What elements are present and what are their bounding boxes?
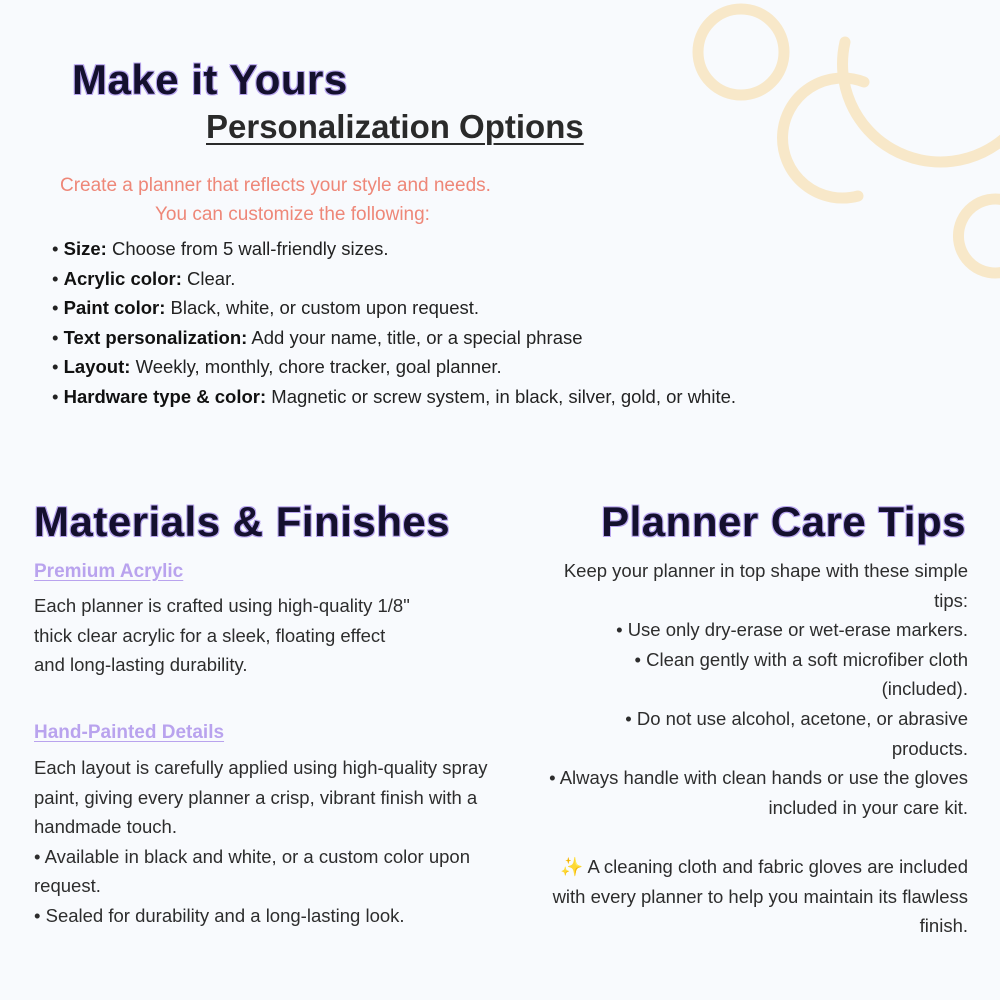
care-tip: • Use only dry-erase or wet-erase markers. [616,619,968,641]
option-label: Paint color: [63,297,166,319]
page-title: Make it Yours [72,56,348,103]
option-label: Layout: [63,356,131,378]
section-subtitle: Personalization Options [206,108,584,145]
care-tip: • Always handle with clean hands or use the gloves included in your care kit. [549,767,968,818]
option-label: Acrylic color: [63,267,182,289]
acrylic-subheading: Premium Acrylic [34,561,184,582]
painted-description-block [34,753,504,931]
acrylic-description: Each planner is crafted using high-quality 1/8" thick clear acrylic for a sleek, floating effect and long-lasting durability. [34,595,410,676]
options-list [52,234,736,412]
sparkles-icon: ✨ [560,855,584,877]
intro-text-line-2: You can customize the following: [155,204,430,225]
list-item [52,264,736,294]
option-text: Black, white, or custom upon request. [165,297,480,319]
painted-bullet: • Sealed for durability and a long-lasting look. [34,904,405,926]
option-label: Size: [63,238,107,259]
painted-subheading: Hand-Painted Details [34,722,225,743]
care-tips-block [548,556,968,941]
decorative-ring-small [698,9,784,95]
option-text: Weekly, monthly, chore tracker, goal planner. [130,356,502,378]
care-intro: Keep your planner in top shape with these simple tips: [563,560,968,611]
care-note-text: A cleaning cloth and fabric gloves are included with every planner to help you maintain its flawless finish. [552,855,968,937]
option-text: Clear. [181,267,236,289]
list-item [52,382,736,412]
list-item [52,323,736,353]
option-text: Choose from 5 wall-friendly sizes. [106,238,389,259]
materials-heading: Materials & Finishes [34,498,451,545]
list-item [52,352,736,382]
care-note [548,852,968,941]
painted-bullet: • Available in black and white, or a custom color upon request. [34,845,470,897]
list-item [52,234,736,264]
care-heading: Planner Care Tips [601,498,966,545]
option-label: Text personalization: [63,326,248,348]
option-label: Hardware type & color: [63,385,267,407]
option-text: Add your name, title, or a special phrase [247,326,583,348]
painted-description: Each layout is carefully applied using high-quality spray paint, giving every planner a crisp, vibrant finish with a handmade touch. [34,757,488,838]
option-text: Magnetic or screw system, in black, silver, gold, or white. [266,385,737,407]
decorative-arc-right [958,199,1000,273]
care-tip: • Do not use alcohol, acetone, or abrasive products. [625,707,968,759]
intro-text-line-1: Create a planner that reflects your style and needs. [60,175,491,196]
list-item [52,293,736,323]
care-tip: • Clean gently with a soft microfiber cloth (included). [634,648,968,700]
decorative-arc-large [843,42,1000,162]
decorative-arc-medium [783,78,864,198]
